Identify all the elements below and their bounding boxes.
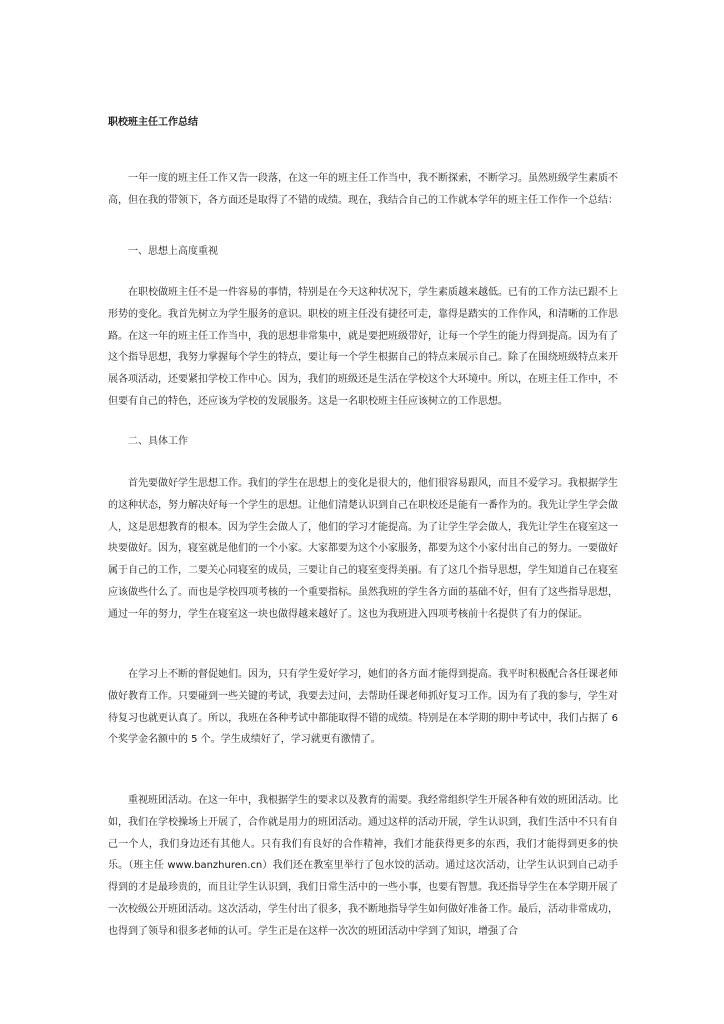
- section2-paragraph-class-activities: 重视班团活动。在这一年中，我根据学生的要求以及教育的需要。我经常组织学生开展各种有效的班团活动。比如，我们在学校操场上开展了，合作就是用力的班团活动。通过这样的活动开展，学生认识到，我们生活中不只有自己一个人，我们身边还有其他人。只有我们有良好的合作精神，我们才能获得更多的东西，我们才能得到更多的快乐。（班主任 www.banzhuren.cn）我们还在教室里举行了包水饺的活动。通过这次活动，让学生认识到自己动手得到的才是最珍贵的，而且让学生认识到，我们日常生活中的一些小事，也要有智慧。我还指导学生在本学期开展了一次校级公开班团活动。这次活动，学生付出了很多，我不断地指导学生如何做好准备工作。最后，活动非常成功，也得到了领导和很多老师的认可。学生正是在这样一次次的班团活动中学到了知识，增强了合: [108, 795, 618, 937]
- section-heading-thinking: 一、思想上高度重视: [128, 246, 218, 257]
- section-heading-specific-work: 二、具体工作: [128, 436, 188, 447]
- section2-paragraph-thought-work: 首先要做好学生思想工作。我们的学生在思想上的变化是很大的，他们很容易跟风，而且不爱学习。我根据学生的这种状态，努力解决好每一个学生的思想。让他们清楚认识到自己在职校还是能有一番作为的。我先让学生学会做人，这是思想教育的根本。因为学生会做人了，他们的学习才能提高。为了让学生学会做人，我先让学生在寝室这一块要做好。因为，寝室就是他们的一个小家。大家都要为这个小家服务，都要为这个小家付出自己的努力。一要做好属于自己的工作，二要关心同寝室的成员，三要让自己的寝室变得美丽。有了这几个指导思想，学生知道自己在寝室应该做些什么了。而也是学校四项考核的一个重要指标。虽然我班的学生各方面的基础不好，但有了这些指导思想，通过一年的努力，学生在寝室这一块也做得越来越好了。这也为我班进入四项考核前十名提供了有力的保证。: [108, 478, 618, 620]
- intro-paragraph: 一年一度的班主任工作又告一段落，在这一年的班主任工作当中，我不断探索，不断学习。虽然班级学生素质不高，但在我的带领下，各方面还是取得了不错的成绩。现在，我结合自己的工作就本学年的班主任工作作一个总结：: [108, 173, 618, 206]
- section1-paragraph: 在职校做班主任不是一件容易的事情，特别是在今天这种状况下，学生素质越来越低。已有的工作方法已跟不上形势的变化。我首先树立为学生服务的意识。职校的班主任没有捷径可走，靠得是踏实的工作作风，和清晰的工作思路。在这一年的班主任工作当中，我的思想非常集中，就是要把班级带好，让每一个学生的能力得到提高。因为有了这个指导思想，我努力掌握每个学生的特点，要让每一个学生根据自己的特点来展示自己。除了在围绕班级特点来开展各项活动，还要紧扣学校工作中心。因为，我们的班级还是生活在学校这个大环境中。所以，在班主任工作中，不但要有自己的特色，还应该为学校的发展服务。这是一名职校班主任应该树立的工作思想。: [108, 287, 618, 407]
- section2-paragraph-study: 在学习上不断的督促她们。因为，只有学生爱好学习，她们的各方面才能得到提高。我平时积极配合各任课老师做好教育工作。只要碰到一些关键的考试，我要去过问，去帮助任课老师抓好复习工作。因为有了我的参与，学生对待复习也就更认真了。所以，我班在各种考试中都能取得不错的成绩。特别是在本学期的期中考试中，我们占据了 6 个奖学金名额中的 5 个。学生成绩好了，学习就更有激情了。: [108, 669, 618, 746]
- document-title: 职校班主任工作总结: [108, 117, 198, 128]
